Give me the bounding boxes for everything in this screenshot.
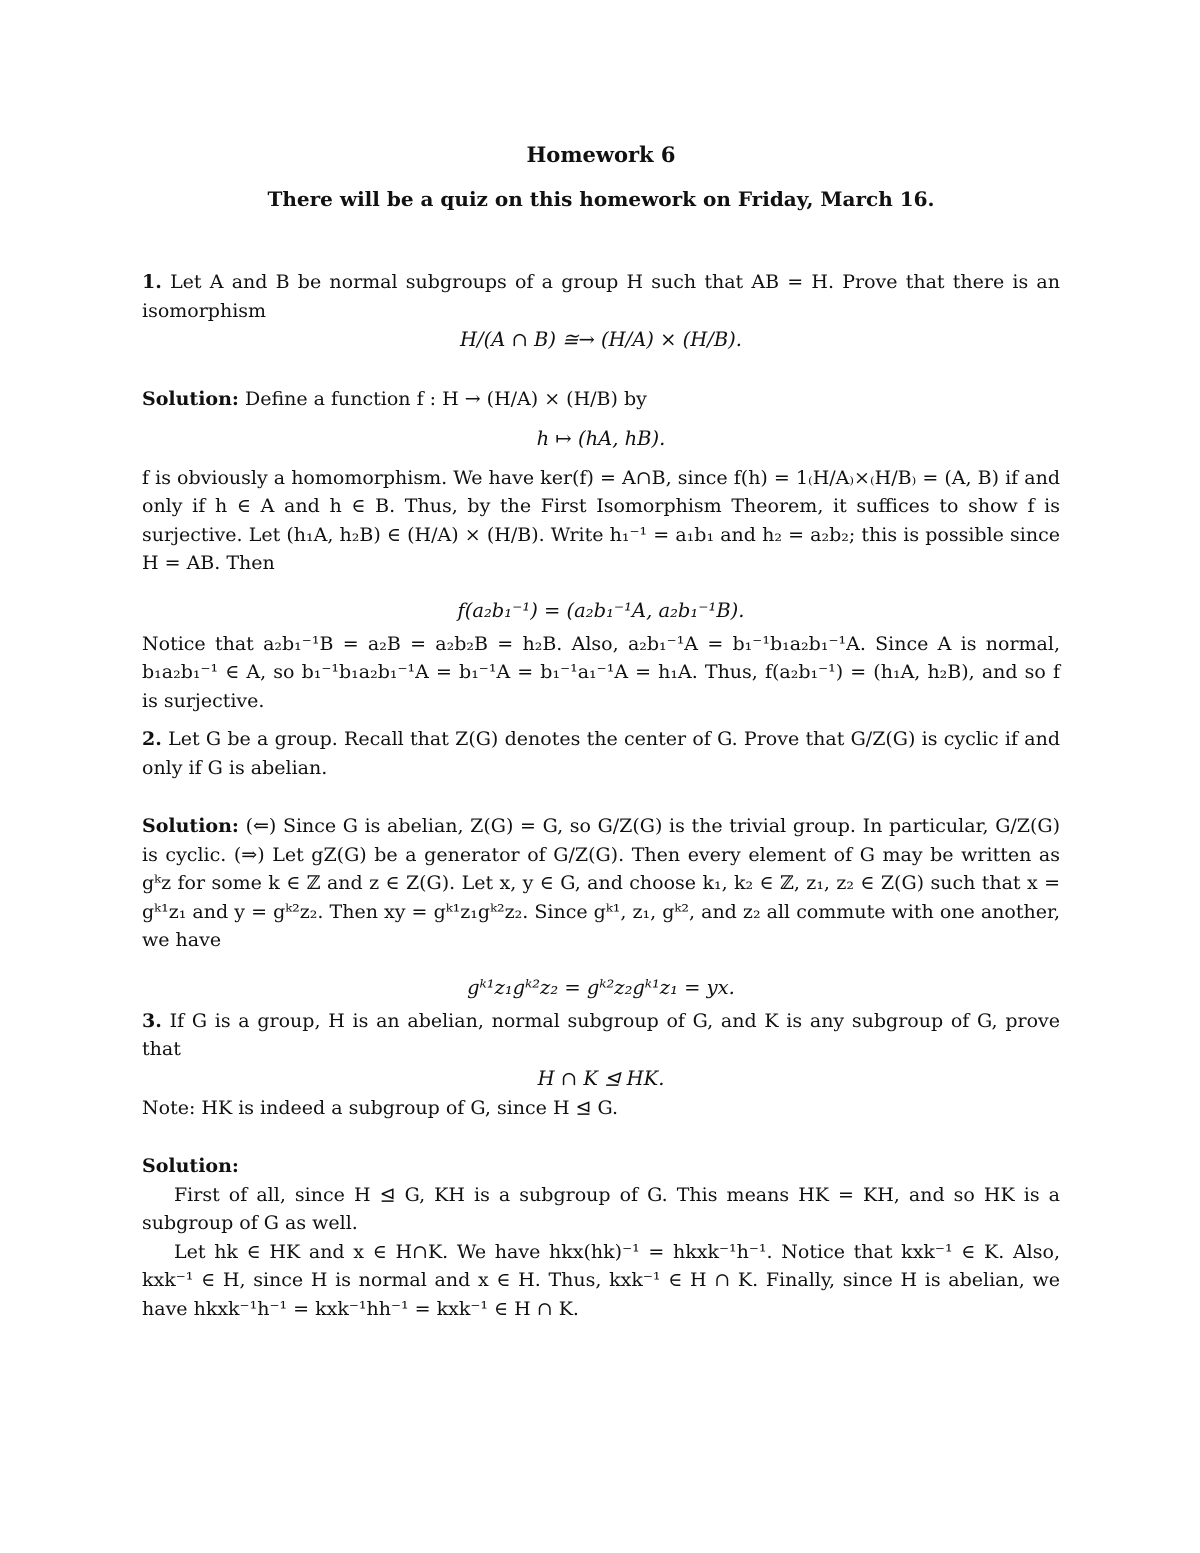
solution-label: Solution: bbox=[142, 1155, 239, 1177]
quiz-notice: There will be a quiz on this homework on Friday, March 16. bbox=[267, 187, 935, 211]
page-title: Homework 6 bbox=[526, 142, 676, 167]
problem-3-solution-label bbox=[142, 1152, 1060, 1181]
problem-2-number: 2. bbox=[142, 728, 162, 750]
problem-3-solution-p1: First of all, since H ⊴ G, KH is a subgroup of G. This means HK = KH, and so HK is a subgroup of G as well. bbox=[142, 1183, 1060, 1234]
problem-3-number: 3. bbox=[142, 1009, 162, 1032]
document-page bbox=[142, 140, 1060, 1323]
solution-intro-text: Define a function f : H → (H/A) × (H/B) by bbox=[244, 388, 647, 410]
problem-3-text: If G is a group, H is an abelian, normal subgroup of G, and K is any subgroup of G, prove that bbox=[142, 1009, 1060, 1060]
problem-1-equation: f(a₂b₁⁻¹) = (a₂b₁⁻¹A, a₂b₁⁻¹B). bbox=[457, 598, 745, 622]
problem-2-statement bbox=[142, 725, 1060, 782]
solution-label: Solution: bbox=[142, 815, 239, 837]
problem-1-solution-end: Notice that a₂b₁⁻¹B = a₂B = a₂b₂B = h₂B. Also, a₂b₁⁻¹A = b₁⁻¹b₁a₂b₁⁻¹A. Since A is normal, b₁a₂b₁⁻¹ ∈ A, so b₁⁻¹b₁a₂b₁⁻¹A = b₁⁻¹A = b₁⁻¹a₁⁻¹A = h₁A. Thus, f(a₂b₁⁻¹) = (h₁A, h₂B), and so f is surjective. bbox=[142, 632, 1060, 712]
problem-2-text: Let G be a group. Recall that Z(G) denotes the center of G. Prove that G/Z(G) is cyclic if and only if G is abelian. bbox=[142, 728, 1060, 779]
problem-1-text: Let A and B be normal subgroups of a group H such that AB = H. Prove that there is an isomorphism bbox=[142, 271, 1060, 322]
problem-1-solution-intro bbox=[142, 385, 1060, 414]
problem-1 bbox=[142, 268, 1060, 715]
problem-3-note: Note: HK is indeed a subgroup of G, since H ⊴ G. bbox=[142, 1096, 619, 1119]
problem-3 bbox=[142, 1007, 1060, 1324]
problem-2-equation: gᵏ¹z₁gᵏ²z₂ = gᵏ²z₂gᵏ¹z₁ = yx. bbox=[467, 975, 735, 999]
problem-2-solution-text: (⇐) Since G is abelian, Z(G) = G, so G/Z(G) is the trivial group. In particular, G/Z(G) is cyclic. (⇒) Let gZ(G) be a generator of G/Z(G). Then every element of G may be written as gᵏz for some k ∈ ℤ and z ∈ Z(G). Let x, y ∈ G, and choose k₁, k₂ ∈ ℤ, z₁, z₂ ∈ Z(G) such that x = gᵏ¹z₁ and y = gᵏ²z₂. Then xy = gᵏ¹z₁gᵏ²z₂. Since gᵏ¹, z₁, gᵏ², and z₂ all commute with one another, we have bbox=[142, 815, 1060, 951]
problem-1-solution-body: f is obviously a homomorphism. We have ker(f) = A∩B, since f(h) = 1₍H/A₎×₍H/B₎ = (A, B) if and only if h ∈ A and h ∈ B. Thus, by the First Isomorphism Theorem, it suffices to show f is surjective. Let (h₁A, h₂B) ∈ (H/A) × (H/B). Write h₁⁻¹ = a₁b₁ and h₂ = a₂b₂; this is possible since H = AB. Then bbox=[142, 466, 1060, 574]
problem-3-solution-p2: Let hk ∈ HK and x ∈ H∩K. We have hkx(hk)⁻¹ = hkxk⁻¹h⁻¹. Notice that kxk⁻¹ ∈ K. Also, kxk⁻¹ ∈ H, since H is normal and x ∈ H. Thus, kxk⁻¹ ∈ H ∩ K. Finally, since H is abelian, we have hkxk⁻¹h⁻¹ = kxk⁻¹hh⁻¹ = kxk⁻¹ ∈ H ∩ K. bbox=[142, 1240, 1060, 1320]
problem-2-solution bbox=[142, 812, 1060, 955]
problem-1-display: H/(A ∩ B) ≅→ (H/A) × (H/B). bbox=[460, 328, 742, 351]
problem-1-statement bbox=[142, 268, 1060, 325]
problem-3-display: H ∩ K ⊴ HK. bbox=[537, 1066, 665, 1090]
problem-1-number: 1. bbox=[142, 271, 162, 293]
problem-1-map: h ↦ (hA, hB). bbox=[536, 426, 666, 450]
solution-label: Solution: bbox=[142, 388, 239, 410]
problem-3-statement bbox=[142, 1007, 1060, 1064]
problem-2 bbox=[142, 725, 1060, 1003]
